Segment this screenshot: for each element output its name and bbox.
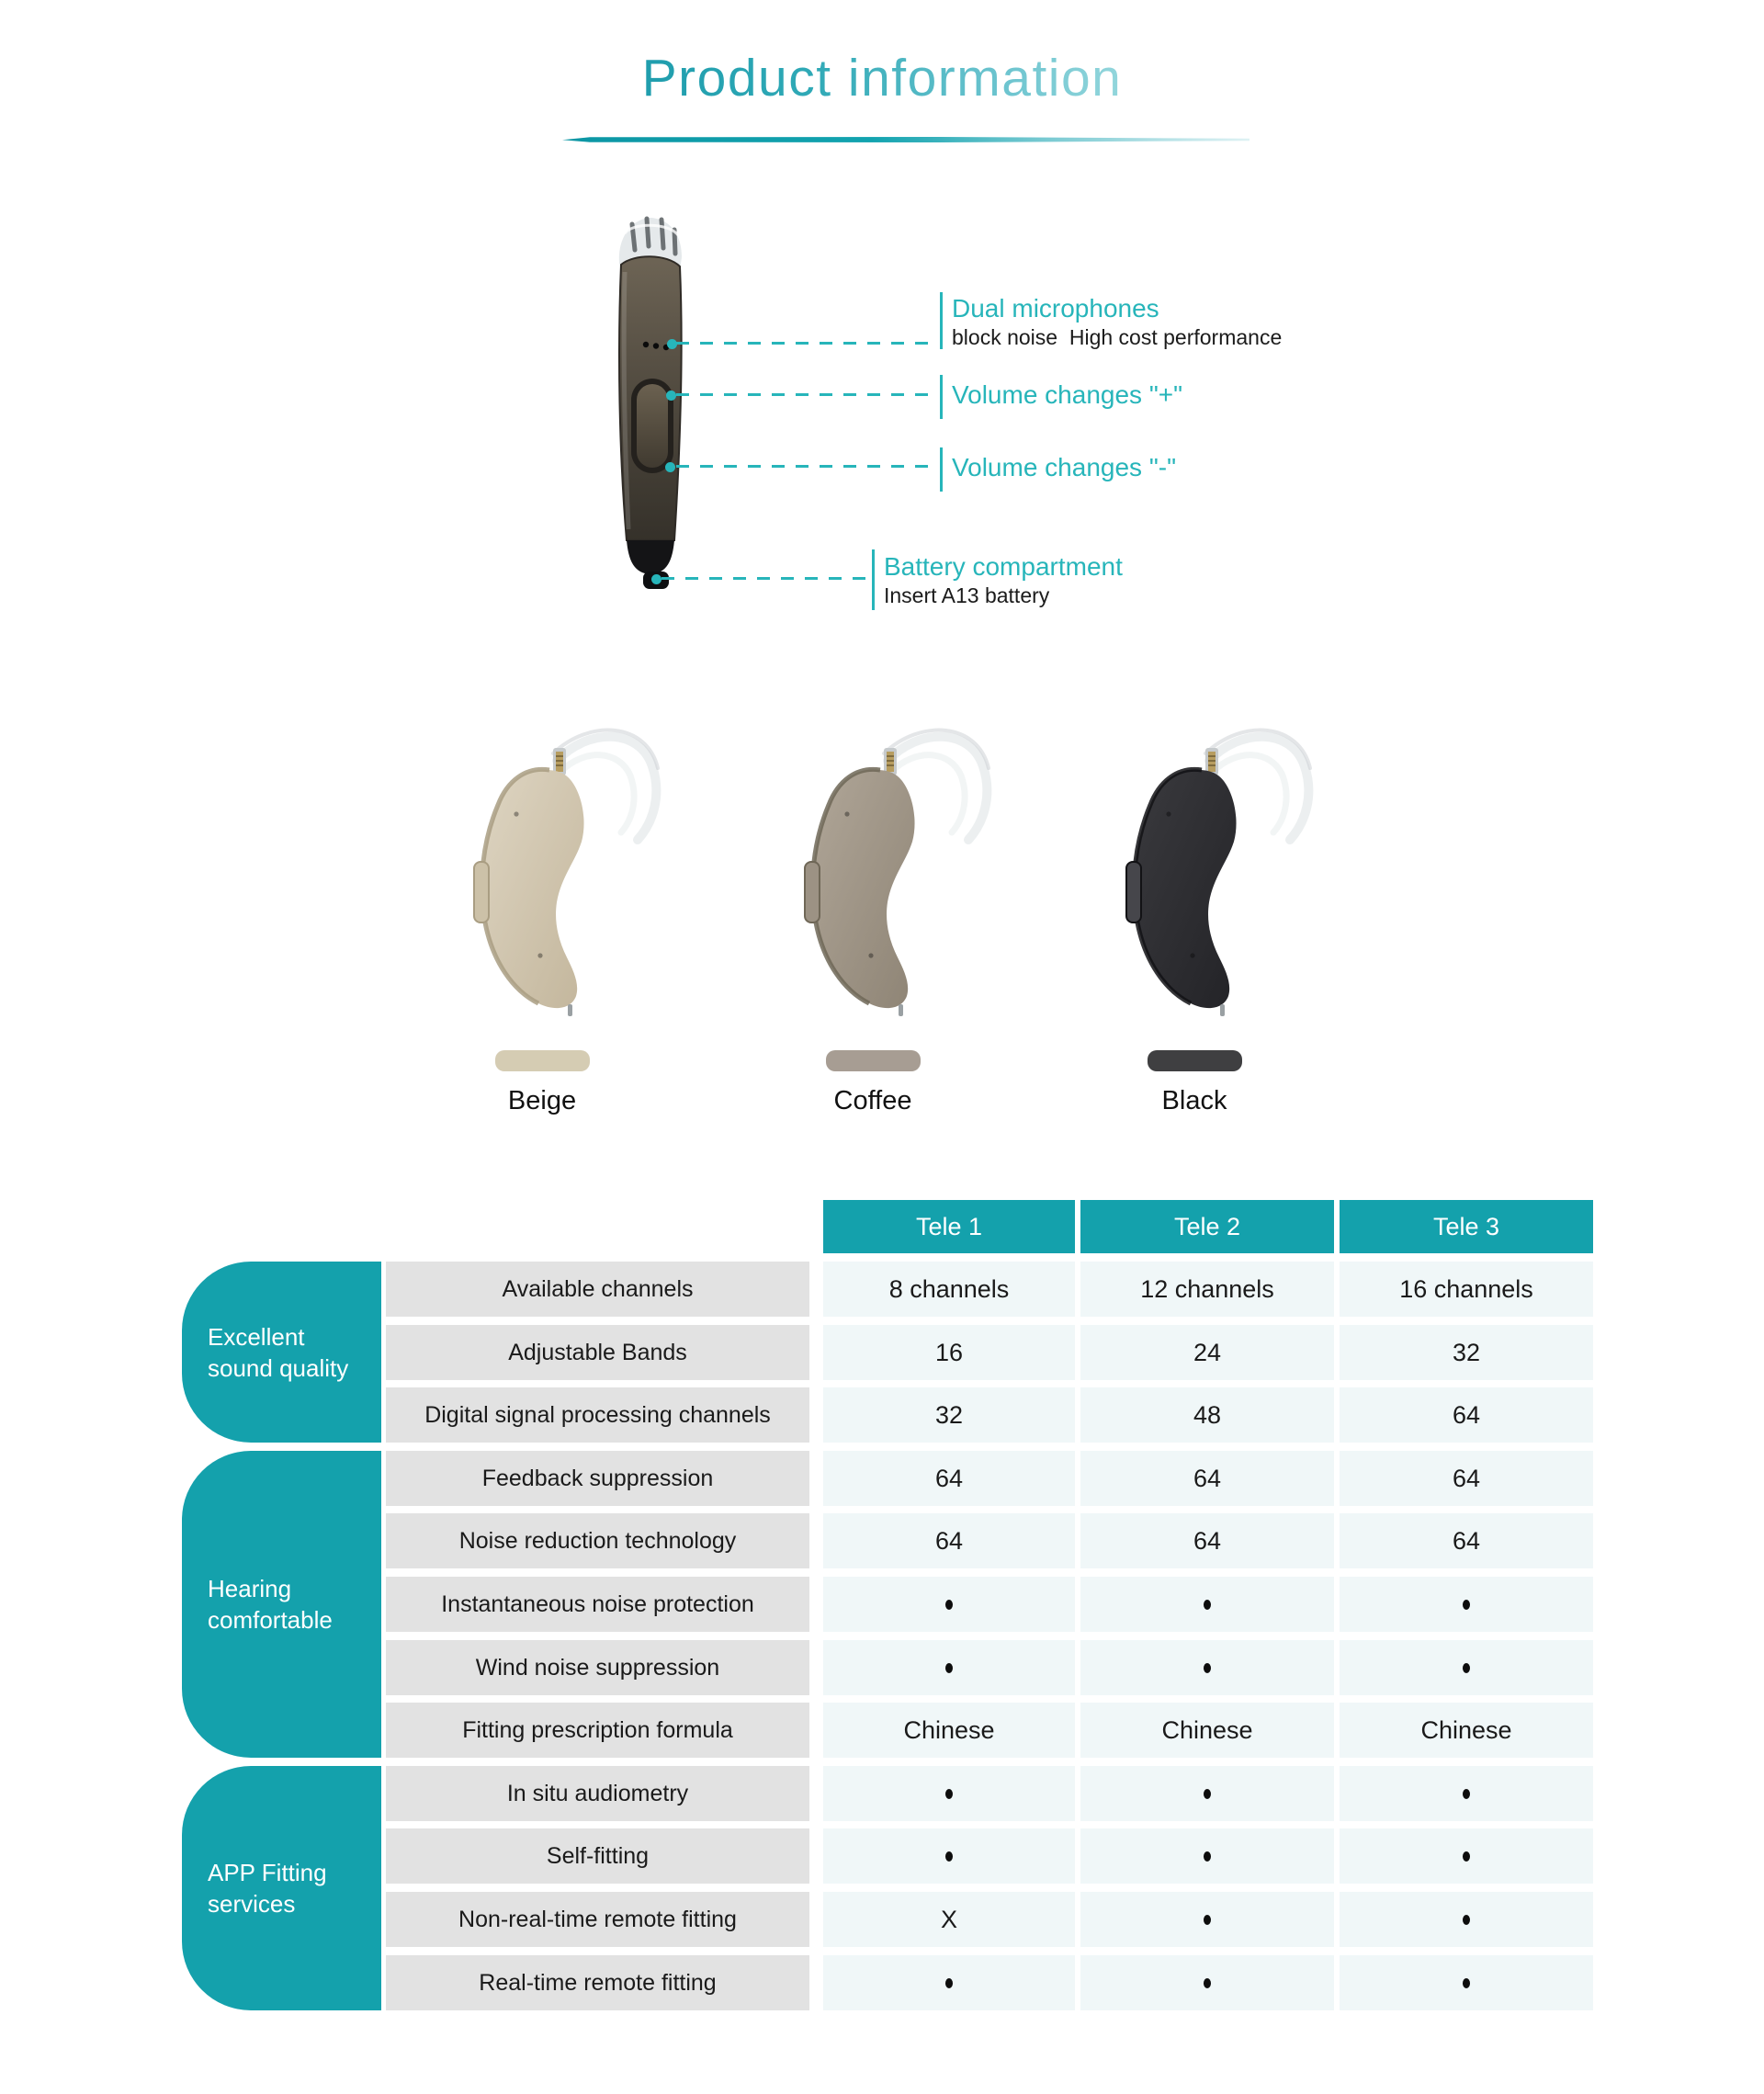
bte-device-illustration: [1075, 726, 1314, 1029]
spec-value: [1080, 1577, 1334, 1632]
row-label: Non-real-time remote fitting: [386, 1892, 809, 1947]
row-label: Digital signal processing channels: [386, 1387, 809, 1443]
row-label: Available channels: [386, 1262, 809, 1317]
bte-device-illustration: [753, 726, 992, 1029]
availability-dot: [1463, 1915, 1470, 1925]
availability-dot: [1463, 1663, 1470, 1673]
availability-dot: [1463, 1978, 1470, 1988]
callout-line: [676, 393, 933, 396]
callout-dot: [651, 574, 662, 584]
callout-line: [676, 342, 933, 345]
group-box-2: [182, 1451, 381, 1758]
callout-title: Volume changes "-": [952, 453, 1177, 481]
page-title: Product information: [641, 49, 1123, 108]
group-box-1: [182, 1262, 381, 1443]
availability-dot: [1463, 1851, 1470, 1862]
spec-value: [823, 1828, 1075, 1884]
color-swatch-coffee: [826, 1050, 921, 1071]
spec-value: Chinese: [1080, 1703, 1334, 1758]
variant-label-coffee: Coffee: [833, 1086, 912, 1115]
spec-value: 64: [1340, 1387, 1593, 1443]
row-label: Instantaneous noise protection: [386, 1577, 809, 1632]
spec-value: 16 channels: [1340, 1262, 1593, 1317]
spec-value: 64: [823, 1513, 1075, 1568]
spec-value: [1340, 1577, 1593, 1632]
spec-value: [823, 1955, 1075, 2010]
callout-bar: [940, 292, 943, 349]
row-label: Noise reduction technology: [386, 1513, 809, 1568]
callout-subtitle: Insert A13 battery: [884, 583, 1050, 607]
device-card-black: [1075, 726, 1314, 1116]
spec-value: [1080, 1828, 1334, 1884]
spec-value: [1340, 1828, 1593, 1884]
spec-value: 48: [1080, 1387, 1334, 1443]
callout-dot: [666, 391, 676, 401]
spec-value: 32: [823, 1387, 1075, 1443]
color-swatch-black: [1148, 1050, 1242, 1071]
group-label-1: Excellent sound quality: [208, 1322, 349, 1382]
spec-value: Chinese: [823, 1703, 1075, 1758]
availability-dot: [945, 1851, 953, 1862]
spec-value: [1080, 1640, 1334, 1695]
availability-dot: [1204, 1851, 1211, 1862]
row-label: Real-time remote fitting: [386, 1955, 809, 2010]
callout-title: Volume changes "+": [952, 380, 1183, 409]
spec-value: [1340, 1766, 1593, 1821]
color-swatch-beige: [495, 1050, 590, 1071]
spec-value: [1080, 1766, 1334, 1821]
callout-subtitle: block noise High cost performance: [952, 325, 1283, 349]
row-label: Adjustable Bands: [386, 1325, 809, 1380]
spec-value: [823, 1640, 1075, 1695]
model-header-1: Tele 1: [823, 1200, 1075, 1253]
spec-value: [823, 1577, 1075, 1632]
device-card-beige: [423, 726, 662, 1116]
spec-value: 64: [1080, 1451, 1334, 1506]
group-label-2: Hearing comfortable: [208, 1575, 333, 1634]
availability-dot: [1463, 1600, 1470, 1610]
spec-value: 8 channels: [823, 1262, 1075, 1317]
title-underline: [562, 137, 1250, 142]
availability-dot: [1204, 1789, 1211, 1799]
group-label-3: APP Fitting services: [208, 1859, 327, 1918]
availability-dot: [1204, 1915, 1211, 1925]
hearing-aid-front-illustration: [577, 206, 724, 601]
availability-dot: [945, 1663, 953, 1673]
spec-value: 64: [1340, 1513, 1593, 1568]
spec-value: [1340, 1640, 1593, 1695]
availability-dot: [945, 1978, 953, 1988]
availability-dot: [1463, 1789, 1470, 1799]
group-box-3: [182, 1766, 381, 2010]
model-header-2: Tele 2: [1080, 1200, 1334, 1253]
callout-title: Battery compartment: [884, 552, 1123, 581]
row-label: Feedback suppression: [386, 1451, 809, 1506]
callout-bar: [872, 549, 875, 610]
spec-value: 12 channels: [1080, 1262, 1334, 1317]
spec-value: X: [823, 1892, 1075, 1947]
callout-bar: [940, 375, 943, 419]
callout-line: [676, 465, 933, 468]
spec-value: 64: [823, 1451, 1075, 1506]
availability-dot: [1204, 1663, 1211, 1673]
spec-value: Chinese: [1340, 1703, 1593, 1758]
callout-dot: [667, 339, 677, 349]
row-label: Self-fitting: [386, 1828, 809, 1884]
model-header-3: Tele 3: [1340, 1200, 1593, 1253]
spec-value: [823, 1766, 1075, 1821]
spec-value: [1340, 1955, 1593, 2010]
spec-value: 32: [1340, 1325, 1593, 1380]
spec-value: 16: [823, 1325, 1075, 1380]
availability-dot: [1204, 1600, 1211, 1610]
callout-title: Dual microphones: [952, 294, 1159, 323]
availability-dot: [945, 1600, 953, 1610]
variant-label-beige: Beige: [507, 1086, 577, 1115]
device-card-coffee: [753, 726, 992, 1116]
spec-value: 64: [1080, 1513, 1334, 1568]
row-label: Wind noise suppression: [386, 1640, 809, 1695]
bte-device-illustration: [423, 726, 662, 1029]
page-header: [0, 48, 1764, 108]
availability-dot: [1204, 1978, 1211, 1988]
row-label: In situ audiometry: [386, 1766, 809, 1821]
spec-comparison-table: [182, 1200, 1593, 2012]
spec-value: 24: [1080, 1325, 1334, 1380]
callout-dot: [665, 462, 675, 472]
availability-dot: [945, 1789, 953, 1799]
spec-value: [1340, 1892, 1593, 1947]
spec-value: [1080, 1955, 1334, 2010]
spec-value: 64: [1340, 1451, 1593, 1506]
spec-value: [1080, 1892, 1334, 1947]
variant-label-black: Black: [1161, 1086, 1227, 1115]
row-label: Fitting prescription formula: [386, 1703, 809, 1758]
callout-line: [662, 577, 865, 580]
callout-bar: [940, 447, 943, 492]
